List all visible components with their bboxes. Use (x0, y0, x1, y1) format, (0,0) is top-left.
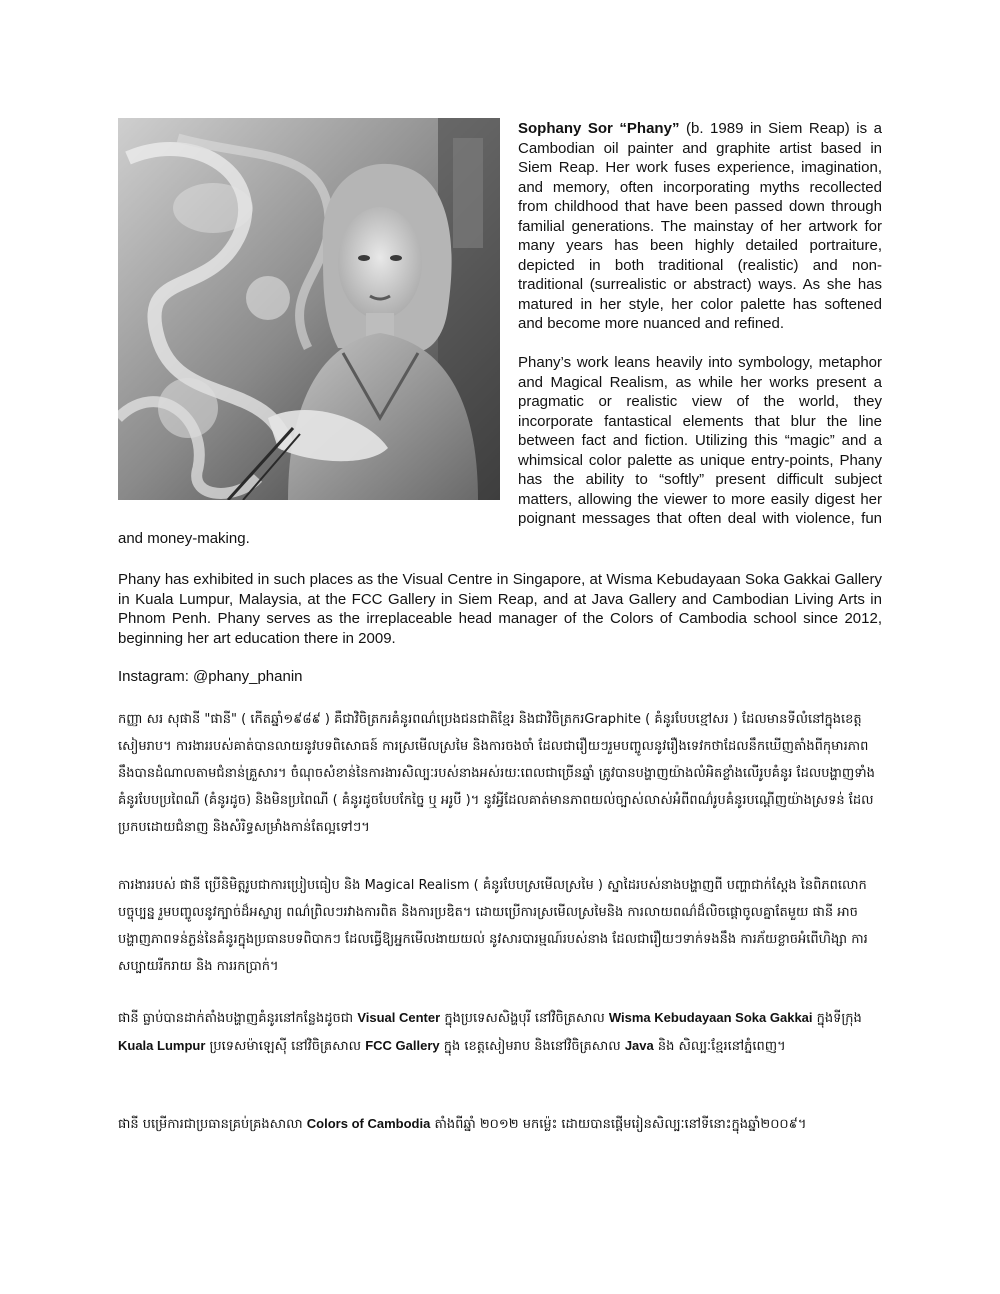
venue-fcc-gallery: FCC Gallery (365, 1038, 440, 1053)
english-paragraph-3: Phany has exhibited in such places as the Visual Centre in Singapore, at Wisma Kebudayaan Soka Gakkai Gallery in Kuala Lumpur, Malaysia, at the FCC Gallery in Siem Reap, and at Java Gallery and Cambodian Living Arts in Phnom Penh. Phany serves as the irreplaceable head manager of the Colors of Cambodia school since 2012, beginning her art education there in 2009. (118, 571, 882, 647)
khmer-p3-part-e: ក្នុងទីក្រុង (812, 1011, 862, 1026)
khmer-p3-part-i: ក្នុង ខេត្តសៀមរាប និងនៅវិចិត្រសាល (439, 1039, 625, 1054)
venue-visual-center: Visual Center (357, 1010, 441, 1025)
khmer-p4-part-c: តាំងពីឆ្នាំ ២០១២ មកម៉្លេះ ដោយបានផ្តើមរៀនសិល្បៈនៅទីនោះក្នុងឆ្នាំ២០០៩។ (430, 1117, 807, 1132)
khmer-paragraph-4 (118, 1110, 882, 1138)
khmer-paragraph-3 (118, 1004, 882, 1060)
khmer-p4-part-a: ផានី បម្រើការជាប្រធានគ្រប់គ្រងសាលា (118, 1117, 307, 1132)
venue-java: Java (624, 1038, 654, 1053)
khmer-p3-part-k: និង សិល្បៈខ្មែរនៅភ្នំពេញ។ (653, 1039, 786, 1054)
khmer-p3-part-a: ផានី ធ្លាប់បានដាក់តាំងបង្ហាញគំនូរនៅកន្លែងដូចជា (118, 1011, 358, 1026)
school-colors-of-cambodia: Colors of Cambodia (306, 1116, 431, 1131)
venue-wisma: Wisma Kebudayaan Soka Gakkai (608, 1010, 813, 1025)
khmer-paragraph-1: កញ្ញា សរ សុផានី "ផានី" ( កើតឆ្នាំ១៩៨៩ ) គឺជាវិចិត្រករគំនូរពណ៌ប្រេងជនជាតិខ្មែរ និងជាវិចិត្រករGraphite ( គំនូរបែបខ្មៅសរ ) ដែលមានទីលំនៅក្នុងខេត្តសៀមរាប។ ការងាររបស់គាត់បានលាយនូវបទពិសោធន៍ ការស្រមើលស្រមៃ និងការចងចាំ ដែលជារឿយៗរួមបញ្ចូលនូវរឿងទេវកថាដែលនឹកឃើញតាំងពីកុមារភាព នឹងបានដំណាលតាមជំនាន់គ្រួសារ។ ចំណុចសំខាន់នៃការងារសិល្បៈរបស់នាងអស់រយៈពេលជាច្រើនឆ្នាំ ត្រូវបានបង្ហាញយ៉ាងលំអិតខ្លាំងលើរូបគំនូរ ដែលបង្ហាញទាំងគំនូរបែបប្រពៃណី (គំនូរដូច) និងមិនប្រពៃណី ( គំនូរដូចបែបកែច្នៃ ឬ អរូបី )។ នូវអ្វីដែលគាត់មានភាពយល់ច្បាស់លាស់អំពីពណ៌រូបគំនូរបណ្តើញយ៉ាងស្រទន់ ដែលប្រកបដោយជំនាញ និងសំរិទ្ធសម្រាំងកាន់តែល្អទៅៗ។ (118, 712, 875, 835)
artist-name: Sophany Sor “Phany” (518, 120, 680, 137)
english-paragraph-1-text: (b. 1989 in Siem Reap) is a Cambodian oil painter and graphite artist based in Siem Reap. Her work fuses experience, imagination, and memory, often incorporating myths recollected from childhood that have been passed down through familial generations. The mainstay of her artwork for many years has been highly detailed portraiture, depicted in both traditional (realistic) and non-traditional (surrealistic or abstract) ways. As she has matured in her style, her color palette has softened and become more nuanced and refined. (518, 120, 882, 332)
photo-wrap-space (118, 119, 518, 513)
khmer-p3-part-g: ប្រទេសម៉ាឡេស៊ី នៅវិចិត្រសាល (205, 1039, 366, 1054)
khmer-paragraph-2: ការងាររបស់ ផានី ប្រើនិមិត្តរូបជាការប្រៀបធៀប និង Magical Realism ( គំនូរបែបស្រមើលស្រមៃ ) ស្នាដៃរបស់នាងបង្ហាញពី បញ្ហាជាក់ស្តែង នៃពិភពលោកបច្ចុប្បន្ន រួមបញ្ចូលនូវក្បាច់ដ៏អស្ចារ្យ ពណ៌ព្រិលៗរវាងការពិត និងការប្រឌិត។ ដោយប្រើការស្រមើលស្រមៃនិង ការលាយពណ៌ដ៏លិចផ្តោចូលគ្នាតែមួយ ផានី អាចបង្ហាញភាពទន់ភ្លន់នៃគំនូរក្នុងប្រធានបទពិបាកៗ ដែលធ្វើឱ្យអ្នកមើលងាយយល់ នូវសារបារម្មណ៍របស់នាង ដែលជារឿយៗទាក់ទងនឹង ការភ័យខ្លាចអំពើហិង្សា ការសប្បាយរីករាយ និង ការរកប្រាក់។ (118, 878, 868, 974)
city-kuala-lumpur: Kuala Lumpur (118, 1038, 206, 1053)
english-paragraph-2: Phany’s work leans heavily into symbology, metaphor and Magical Realism, as while her works present a pragmatic or realistic view of the world, they incorporate fantastical elements that blur the line between fact and fiction. Utilizing this “magic” and a whimsical color palette as unique entry-points, Phany has the ability to “softly” present difficult subject matters, allowing the viewer to more easily digest her poignant messages that often deal with violence, fun and money-making. (118, 354, 882, 547)
english-bio-top (118, 119, 882, 568)
khmer-p3-part-c: ក្នុងប្រទេសសិង្ហបុរី នៅវិចិត្រសាល (440, 1011, 609, 1026)
instagram-handle: Instagram: @phany_phanin (118, 668, 303, 685)
